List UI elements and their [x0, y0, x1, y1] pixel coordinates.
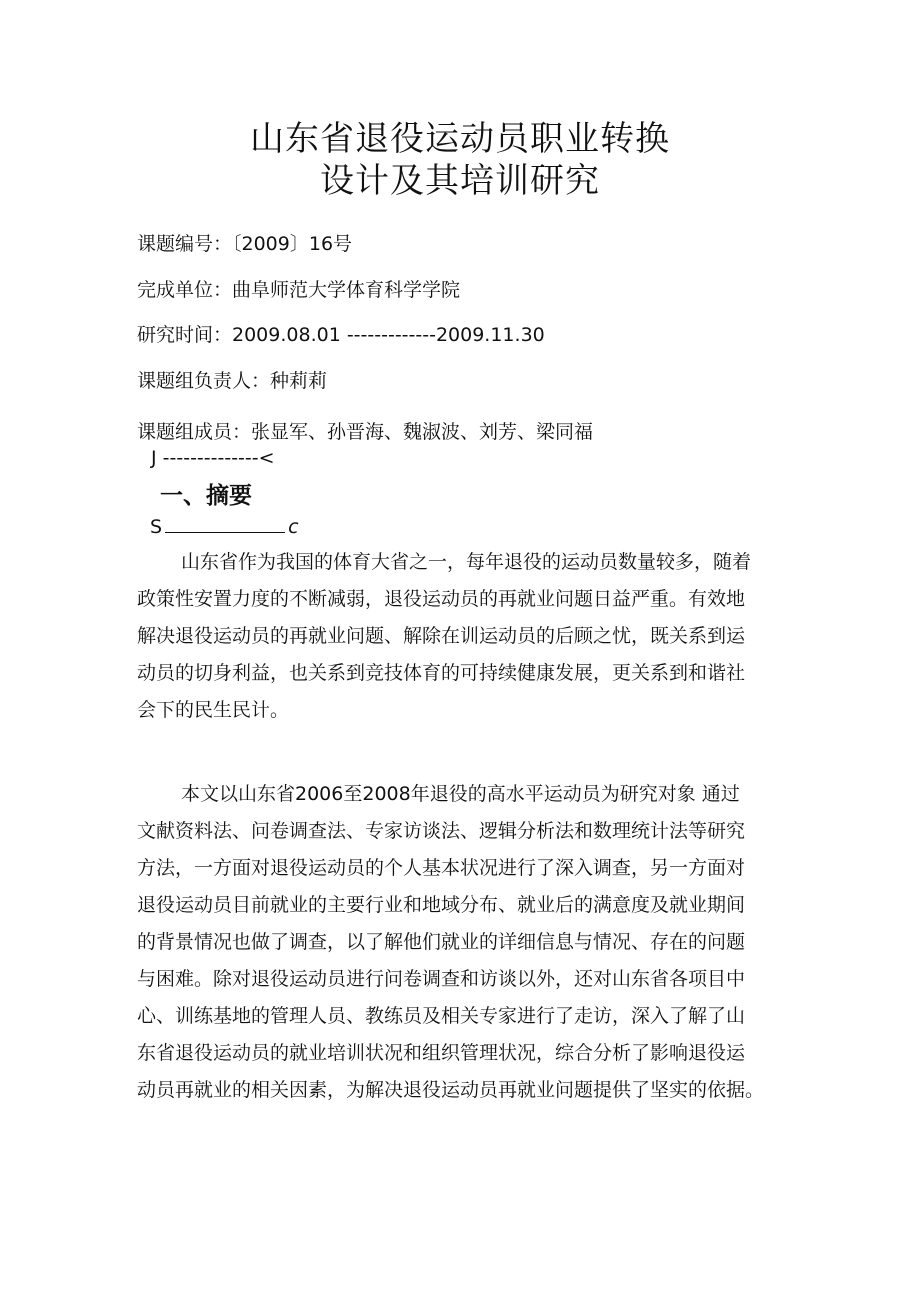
paragraph-line: 解决退役运动员的再就业问题、解除在训运动员的后顾之忧，既关系到运 [137, 625, 746, 647]
artifact-underline [165, 514, 285, 533]
paragraph-line: 文献资料法、问卷调查法、专家访谈法、逻辑分析法和数理统计法等研究 [137, 820, 746, 842]
paragraph-line: 会下的民生民计。 [137, 699, 290, 721]
artifact-letter-s: S [150, 516, 163, 538]
abstract-paragraph-1 [137, 544, 797, 729]
scan-artifact-line: J --------------< [151, 447, 275, 469]
paragraph-line: 政策性安置力度的不断减弱，退役运动员的再就业问题日益严重。有效地 [137, 588, 746, 610]
scan-artifact-underline [150, 514, 299, 539]
document-title-line-2: 设计及其培训研究 [320, 161, 600, 201]
project-members: 课题组成员：张显军、孙晋海、魏淑波、刘芳、梁同福 [137, 421, 594, 443]
paragraph-line: 与困难。除对退役运动员进行问卷调查和访谈以外，还对山东省各项目中 [137, 968, 746, 990]
section-heading-abstract: 一、摘要 [160, 483, 252, 509]
paragraph-line: 东省退役运动员的就业培训状况和组织管理状况，综合分析了影响退役运 [137, 1042, 746, 1064]
project-leader: 课题组负责人：种莉莉 [137, 370, 328, 392]
paragraph-line: 心、训练基地的管理人员、教练员及相关专家进行了走访，深入了解了山 [137, 1005, 746, 1027]
artifact-letter-c: c [288, 516, 299, 538]
research-period: 研究时间：2009.08.01 -------------2009.11.30 [137, 324, 545, 346]
paragraph-line: 方法，一方面对退役运动员的个人基本状况进行了深入调查，另一方面对 [137, 857, 746, 879]
paragraph-line: 的背景情况也做了调查，以了解他们就业的详细信息与情况、存在的问题 [137, 931, 746, 953]
completing-unit: 完成单位：曲阜师范大学体育科学学院 [137, 279, 461, 301]
paragraph-line: 动员的切身利益，也关系到竞技体育的可持续健康发展，更关系到和谐社 [137, 662, 746, 684]
paragraph-line: 本文以山东省2006至2008年退役的高水平运动员为研究对象 通过 [181, 783, 740, 805]
paragraph-line: 山东省作为我国的体育大省之一，每年退役的运动员数量较多，随着 [181, 551, 752, 573]
paragraph-line: 退役运动员目前就业的主要行业和地域分布、就业后的满意度及就业期间 [137, 894, 746, 916]
paragraph-line: 动员再就业的相关因素，为解决退役运动员再就业问题提供了坚实的依据。 [137, 1079, 765, 1101]
project-number: 课题编号：〔2009〕16号 [137, 233, 353, 255]
abstract-paragraph-2 [137, 776, 797, 1109]
document-title-line-1: 山东省退役运动员职业转换 [250, 119, 670, 159]
